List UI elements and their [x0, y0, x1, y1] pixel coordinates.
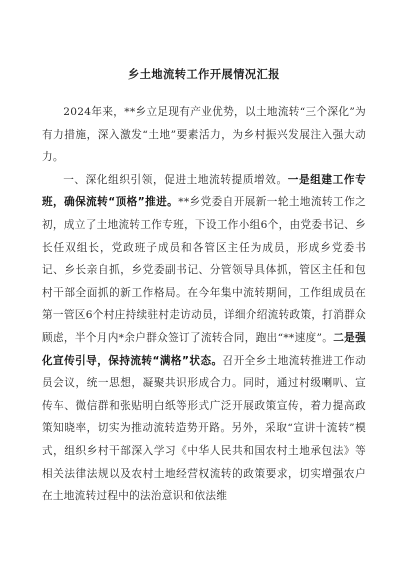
bold-point-one: 一是组建工作专班，确保流转“顶格”推进。: [42, 173, 366, 209]
document-body: [42, 101, 366, 508]
bold-point-two: 二是强化宣传引导，保持流转“满格”状态。: [42, 331, 366, 367]
paragraph-text: **乡党委自开展新一轮土地流转工作之初，成立了土地流转工作专班，下设工作小组6个，由党委书记、乡长任双组长，党政班子成员和各管区主任为成员，形成乡党委书记、乡长亲自抓，乡党委副书记、分管领导具体抓，管区主任和包村干部全面抓的新工作格局。在今年集中流转期间，工作组成员在第一管区6个村庄持续驻村走访动员，详细介绍流转政策，打消群众顾虑，半个月内*余户群众签订了流转合同，跑出“**速度”。: [42, 196, 366, 344]
section-one-paragraph: [42, 169, 366, 508]
paragraph-text: 召开全乡土地流转推进工作动员会议，统一思想，凝聚共识形成合力。同时，通过村级喇叭、宣传车、微信群和张贴明白纸等形式广泛开展政策宣传，着力提高政策知晓率，切实为推动流转造势开路。另外，采取“宣讲十流转”模式，组织乡村干部深入学习《中华人民共和国农村土地承包法》等相关法律法规以及农村土地经营权流转的政策要求，切实增强农户在土地流转过程中的法治意识和依法维: [42, 354, 366, 503]
document-title: 乡土地流转工作开展情况汇报: [128, 68, 280, 81]
intro-paragraph: [42, 101, 366, 169]
paragraph-text: 2024年来，**乡立足现有产业优势，以土地流转“三个深化”为有力措施，深入激发“土地”要素活力，为乡村振兴发展注入强大动力。: [42, 106, 366, 164]
section-heading: 一、深化组织引领，促进土地流转提质增效。: [63, 173, 288, 186]
